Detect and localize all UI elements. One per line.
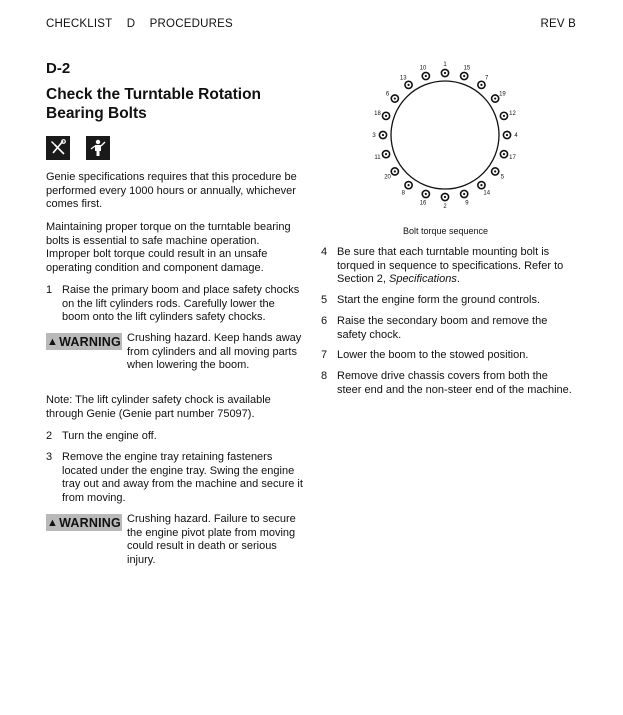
bolt-hole bbox=[494, 97, 496, 99]
bolt-label: 3 bbox=[372, 133, 376, 139]
bolt-hole bbox=[382, 134, 384, 136]
bolt-hole bbox=[425, 193, 427, 195]
warning-badge: ▲ WARNING bbox=[47, 515, 121, 530]
bolt-label: 9 bbox=[465, 200, 469, 207]
bolt-hole bbox=[407, 184, 409, 186]
note: Note: The lift cylinder safety chock is available through Genie (Genie part number 75097). bbox=[46, 394, 271, 420]
bolt-label: 19 bbox=[499, 91, 506, 98]
header-section: CHECKLIST bbox=[46, 18, 113, 30]
step-number: 7 bbox=[321, 349, 328, 361]
header-revision: REV B bbox=[540, 18, 576, 30]
header-category: PROCEDURES bbox=[149, 18, 233, 30]
bolt-label: 14 bbox=[483, 190, 491, 197]
bolt-hole bbox=[503, 153, 505, 155]
bolt-hole bbox=[385, 115, 387, 117]
step-text: Remove the engine tray retaining fasteners located under the engine tray. Swing the engine tray out and away from the machine and secure it from moving. bbox=[62, 451, 303, 504]
warning-badge: ▲ WARNING bbox=[47, 334, 121, 349]
bolt-hole bbox=[480, 84, 482, 86]
step-text: Raise the primary boom and place safety chocks on the lift cylinders rods. Carefully lower the boom onto the lift cylinders safety chocks. bbox=[62, 284, 300, 324]
step-4 bbox=[321, 246, 573, 287]
bolt-hole bbox=[463, 193, 465, 195]
bolt-label: 17 bbox=[509, 154, 516, 161]
step-text: Remove drive chassis covers from both the steer end and the non-steer end of the machine. bbox=[337, 370, 572, 396]
bolt-torque-diagram bbox=[362, 60, 528, 220]
bolt-hole bbox=[494, 170, 496, 172]
warning-2 bbox=[46, 513, 303, 567]
step-text: Turn the engine off. bbox=[62, 430, 157, 442]
intro-paragraph-2: Maintaining proper torque on the turntable bearing bolts is essential to safe machine operation. Improper bolt torque could result in an unsafe operating condition and component damage. bbox=[46, 221, 291, 274]
skill-icons bbox=[46, 136, 110, 160]
bolt-label: 13 bbox=[399, 75, 407, 82]
step-text: Be sure that each turntable mounting bolt is torqued in sequence to specifications. Refer to Section 2, Specifications. bbox=[337, 246, 564, 286]
intro-paragraph-1: Genie specifications requires that this procedure be performed every 1000 hours or annually, whichever comes first. bbox=[46, 171, 297, 211]
bolt-hole bbox=[444, 72, 446, 74]
warning-1 bbox=[46, 332, 303, 373]
bolt-hole bbox=[444, 196, 446, 198]
bolt-hole bbox=[407, 84, 409, 86]
bolt-label: 5 bbox=[500, 174, 505, 181]
step-5 bbox=[321, 294, 573, 308]
step-1 bbox=[46, 284, 304, 325]
procedure-id: D-2 bbox=[46, 60, 71, 77]
bolt-label: 1 bbox=[443, 62, 447, 68]
header-letter: D bbox=[126, 18, 136, 30]
step-number: 8 bbox=[321, 370, 328, 382]
step-text: Lower the boom to the stowed position. bbox=[337, 349, 529, 361]
bolt-label: 6 bbox=[385, 91, 390, 98]
bolt-hole bbox=[425, 75, 427, 77]
bolt-hole bbox=[503, 115, 505, 117]
bolt-label: 8 bbox=[401, 190, 405, 197]
diagram-caption: Bolt torque sequence bbox=[403, 226, 489, 236]
step-text: Start the engine form the ground controls. bbox=[337, 294, 541, 306]
warning-triangle-icon: ▲ bbox=[47, 516, 59, 529]
bolt-label: 4 bbox=[514, 133, 518, 139]
step-number: 6 bbox=[321, 315, 328, 327]
step-7 bbox=[321, 349, 573, 363]
bolt-label: 2 bbox=[443, 204, 447, 210]
bolt-label: 7 bbox=[485, 75, 489, 82]
step-3 bbox=[46, 451, 304, 505]
procedure-title: Check the Turntable Rotation Bearing Bolts bbox=[46, 86, 262, 122]
bolt-label: 12 bbox=[509, 111, 516, 118]
step-number: 2 bbox=[46, 430, 53, 442]
bolt-hole bbox=[394, 170, 396, 172]
page-header bbox=[46, 18, 244, 30]
bolt-label: 15 bbox=[463, 65, 471, 72]
bolt-label: 11 bbox=[374, 154, 381, 161]
step-number: 1 bbox=[46, 284, 53, 296]
step-text: Raise the secondary boom and remove the safety chock. bbox=[337, 315, 548, 341]
bolt-label: 10 bbox=[419, 65, 427, 72]
bolt-label: 20 bbox=[384, 174, 391, 181]
turntable-bearing-ring bbox=[391, 81, 499, 189]
bolt-hole bbox=[394, 97, 396, 99]
bolt-hole bbox=[506, 134, 508, 136]
warning-triangle-icon: ▲ bbox=[47, 335, 59, 348]
bolt-label: 18 bbox=[374, 111, 381, 118]
warning-text: Crushing hazard. Keep hands away from cylinders and all moving parts when lowering the boom. bbox=[127, 332, 302, 372]
step-6 bbox=[321, 315, 573, 342]
step-number: 4 bbox=[321, 246, 328, 258]
warning-text: Crushing hazard. Failure to secure the engine pivot plate from moving could result in death or serious injury. bbox=[127, 513, 296, 566]
bolt-hole bbox=[480, 184, 482, 186]
bolt-hole bbox=[463, 75, 465, 77]
step-2 bbox=[46, 430, 304, 444]
tools-icon bbox=[46, 136, 70, 160]
step-number: 3 bbox=[46, 451, 53, 463]
step-number: 5 bbox=[321, 294, 328, 306]
bolt-label: 16 bbox=[419, 200, 427, 207]
step-8 bbox=[321, 370, 573, 397]
bolt-hole bbox=[385, 153, 387, 155]
technician-icon bbox=[86, 136, 110, 160]
